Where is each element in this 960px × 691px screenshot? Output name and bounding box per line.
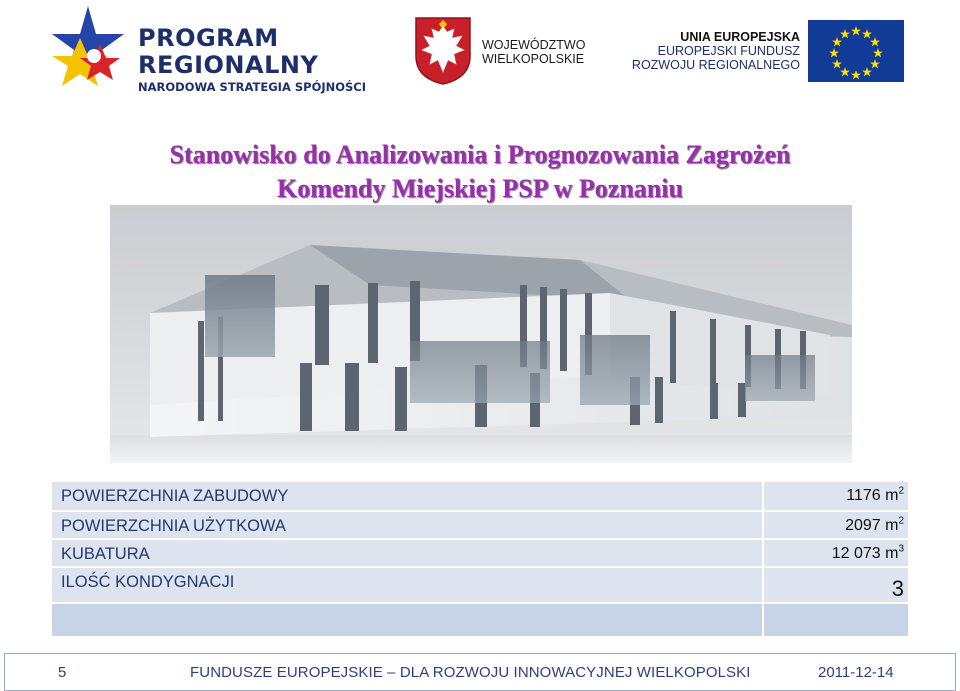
eagle-icon	[414, 16, 472, 86]
spec-value: 2097 $m^2$	[764, 512, 908, 538]
table-row	[52, 482, 908, 510]
footer-date: 2011-12-14	[818, 664, 894, 681]
spec-label: POWIERZCHNIA ZABUDOWY	[52, 482, 764, 510]
title-line1: Stanowisko do Analizowania i Prognozowania Zagrożeń	[169, 140, 791, 169]
spec-value: 12 073 $m^3$	[764, 540, 908, 566]
spec-value: 1176 $m^2$	[764, 482, 908, 510]
spec-value: 3	[764, 568, 908, 602]
page-number: 5	[58, 664, 67, 681]
empty-cell	[52, 604, 764, 636]
table-row	[52, 538, 908, 566]
table-row	[52, 566, 908, 602]
wojewodztwo-text	[482, 38, 585, 66]
title-line2: Komendy Miejskiej PSP w Poznaniu	[277, 174, 683, 203]
wojewodztwo-logo	[414, 16, 614, 86]
eu-line2: EUROPEJSKI FUNDUSZ	[657, 44, 800, 58]
eu-line1: UNIA EUROPEJSKA	[680, 30, 800, 44]
star-logo-icon	[50, 4, 140, 96]
eu-logo-text	[630, 30, 800, 72]
building-rendering	[110, 205, 852, 463]
eu-line3: ROZWOJU REGIONALNEGO	[631, 58, 800, 72]
spec-label: ILOŚĆ KONDYGNACJI	[52, 568, 764, 602]
specs-table	[52, 482, 908, 636]
empty-cell	[764, 604, 908, 636]
program-logo-line1: PROGRAM	[138, 24, 279, 52]
spec-label: POWIERZCHNIA UŻYTKOWA	[52, 512, 764, 538]
table-row	[52, 510, 908, 538]
table-row-empty	[52, 602, 908, 636]
footer	[0, 653, 960, 691]
program-logo-line2: REGIONALNY	[138, 51, 319, 79]
page-title	[0, 138, 960, 206]
eu-flag-icon	[808, 20, 904, 82]
program-regionalny-logo	[50, 4, 370, 96]
spec-label: KUBATURA	[52, 540, 764, 566]
footer-text: FUNDUSZE EUROPEJSKIE – DLA ROZWOJU INNOWACYJNEJ WIELKOPOLSKI	[190, 664, 751, 681]
wojewodztwo-line2: WIELKOPOLSKIE	[482, 52, 585, 66]
wojewodztwo-line1: WOJEWÓDZTWO	[482, 38, 586, 52]
program-logo-line3: NARODOWA STRATEGIA SPÓJNOŚCI	[138, 80, 367, 94]
